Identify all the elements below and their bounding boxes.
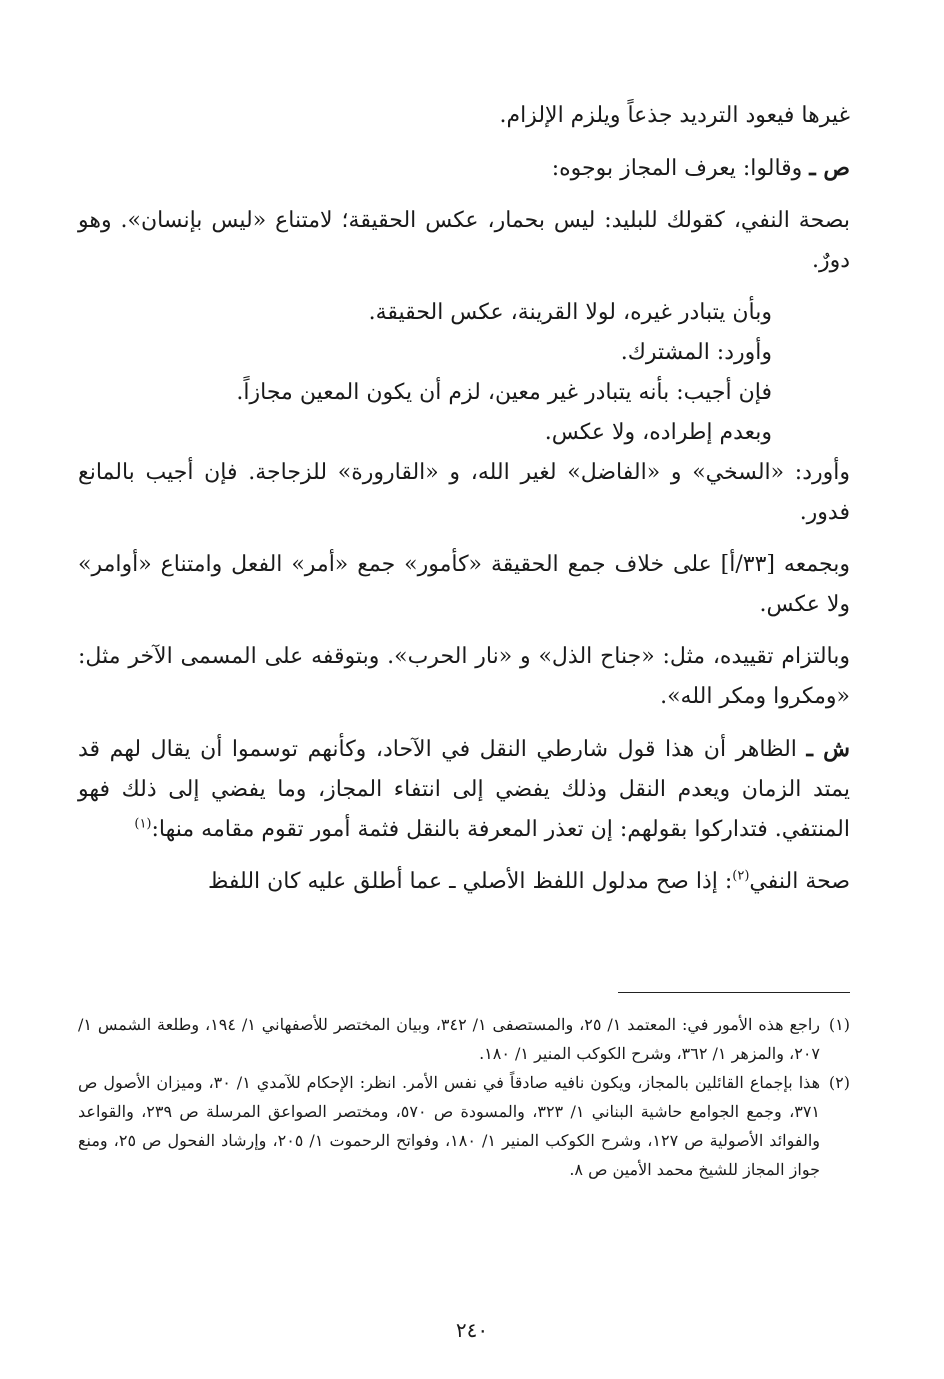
paragraph-10 (78, 637, 850, 717)
paragraph-9 (78, 545, 850, 625)
paragraph-5-text: وأورد: المشترك. (620, 340, 772, 365)
paragraph-4 (78, 293, 850, 333)
paragraph-10-text: وبالتزام تقييده، مثل: «جناح الذل» و «نار الحرب». وبتوقفه على المسمى الآخر مثل: «ومكروا ومكر الله». (78, 644, 850, 709)
footnote-text: هذا بإجماع القائلين بالمجاز، ويكون نافيه صادقاً في نفس الأمر. انظر: الإحكام للآمدي ١/ ٣٠، وميزان الأصول ص ٣٧١، وجمع الجوامع حاشية البناني ١/ ٣٢٣، والمسودة ص ٥٧٠، ومختصر الصواعق المرسلة ص ٢٣٩، والقواعد والفوائد الأصولية ص ١٢٧، وشرح الكوكب المنير ١/ ١٨٠، وفواتح الرحموت ١/ ٢٠٥، وإرشاد الفحول ص ٢٥، ومنع جواز المجاز للشيخ محمد الأمين ص ٨. (78, 1073, 821, 1179)
paragraph-11-text: الظاهر أن هذا قول شارطي النقل في الآحاد، وكأنهم توسموا أن يقال لهم قد يمتد الزمان ويعدم النقل وذلك يفضي إلى انتفاء المجاز، وما يفضي إلى ذلك فهو المنتفي. فتداركوا بقولهم: إن تعذر المعرفة بالنقل فثمة أمور تقوم مقامه منها: (78, 737, 850, 842)
footnote-1 (78, 1010, 850, 1068)
paragraph-12-text-a: صحة النفي (749, 869, 850, 894)
footnotes (78, 1010, 850, 1184)
footnote-ref-2[interactable]: (٢) (732, 868, 750, 884)
section-label-shin: ش ـ (806, 736, 850, 762)
paragraph-6-text: فإن أجيب: بأنه يتبادر غير معين، لزم أن يكون المعين مجازاً. (236, 380, 772, 405)
paragraph-6 (78, 373, 850, 413)
section-label-sad: ص ـ (809, 155, 850, 181)
footnote-number: (٢) (828, 1073, 850, 1092)
paragraph-5 (78, 333, 850, 373)
paragraph-2 (78, 148, 850, 189)
footnote-2 (78, 1068, 850, 1184)
paragraph-9-text: وبجمعه [٣٣/أ] على خلاف جمع الحقيقة «كأمور» جمع «أمر» الفعل وامتناع «أوامر» ولا عكس. (78, 552, 850, 617)
paragraph-7-text: وبعدم إطراده، ولا عكس. (544, 420, 772, 445)
footnote-divider (618, 992, 850, 993)
paragraph-4-text: وبأن يتبادر غيره، لولا القرينة، عكس الحقيقة. (368, 300, 772, 325)
main-text (78, 96, 850, 902)
footnote-text: راجع هذه الأمور في: المعتمد ١/ ٢٥، والمستصفى ١/ ٣٤٢، وبيان المختصر للأصفهاني ١/ ١٩٤، وطلعة الشمس ١/ ٢٠٧، والمزهر ١/ ٣٦٢، وشرح الكوكب المنير ١/ ١٨٠. (78, 1015, 821, 1063)
paragraph-8 (78, 453, 850, 533)
paragraph-12 (78, 862, 850, 902)
paragraph-8-text: وأورد: «السخي» و «الفاضل» لغير الله، و «القارورة» للزجاجة. فإن أجيب بالمانع فدور. (78, 460, 851, 525)
footnote-number: (١) (828, 1015, 850, 1034)
footnote-ref-1[interactable]: (١) (134, 816, 152, 832)
paragraph-1-text: غيرها فيعود الترديد جذعاً ويلزم الإلزام. (499, 103, 850, 128)
paragraph-11 (78, 729, 850, 850)
paragraph-7 (78, 413, 850, 453)
paragraph-3-text: بصحة النفي، كقولك للبليد: ليس بحمار، عكس الحقيقة؛ لامتناع «ليس بإنسان». وهو دورٌ. (78, 208, 850, 273)
paragraph-12-text-b: : إذا صح مدلول اللفظ الأصلي ـ عما أطلق عليه كان اللفظ (208, 869, 733, 894)
paragraph-2-text: وقالوا: يعرف المجاز بوجوه: (551, 156, 803, 181)
paragraph-1 (78, 96, 850, 136)
page-number: ٢٤٠ (455, 1318, 489, 1342)
paragraph-3 (78, 201, 850, 281)
